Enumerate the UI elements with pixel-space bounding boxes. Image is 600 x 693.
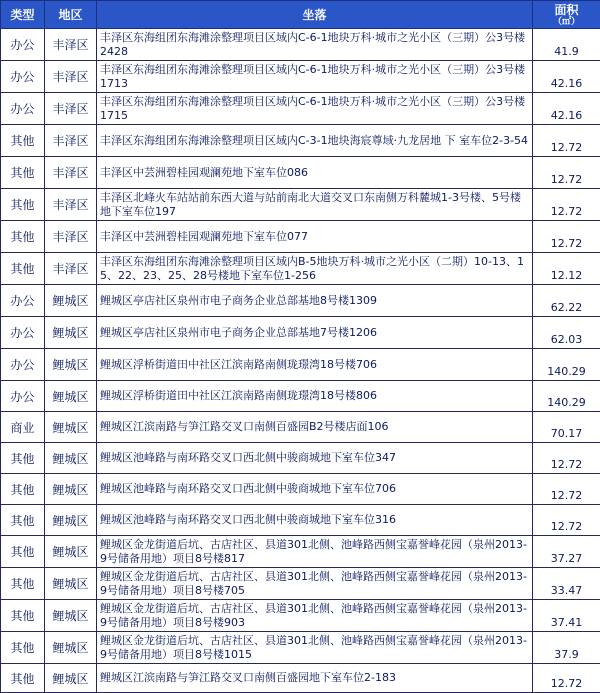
- header-type: 类型: [1, 1, 45, 29]
- cell-district: 丰泽区: [45, 157, 97, 189]
- cell-district: 鲤城区: [45, 381, 97, 412]
- table-row: [1, 285, 600, 317]
- cell-size: 12.12: [533, 253, 600, 285]
- cell-location: 丰泽区东海组团东海滩涂整理项目区域内C-6-1地块万科·城市之光小区（三期）公3号楼1713: [97, 61, 533, 93]
- cell-location: 丰泽区东海组团东海滩涂整理项目区域内C-6-1地块万科·城市之光小区（三期）公3号楼1715: [97, 93, 533, 125]
- cell-location: 鲤城区池峰路与南环路交叉口西北侧中骏商城地下室车位316: [97, 505, 533, 536]
- header-location: 坐落: [97, 1, 533, 29]
- table-row: [1, 474, 600, 505]
- cell-district: 鲤城区: [45, 568, 97, 600]
- cell-location: 鲤城区金龙街道后坑、古店社区、县道301北侧、池峰路西侧宝嘉誉峰花园（泉州2013-9号储备用地）项目8号楼1015: [97, 632, 533, 664]
- cell-size: 12.72: [533, 221, 600, 253]
- cell-type: 其他: [1, 536, 45, 568]
- cell-type: 办公: [1, 61, 45, 93]
- cell-type: 其他: [1, 600, 45, 632]
- table-row: [1, 568, 600, 600]
- cell-location: 鲤城区浮桥街道田中社区江滨南路南侧珑璟湾18号楼806: [97, 381, 533, 412]
- cell-size: 37.41: [533, 600, 600, 632]
- cell-district: 鲤城区: [45, 285, 97, 317]
- cell-district: 鲤城区: [45, 600, 97, 632]
- table-row: [1, 349, 600, 381]
- cell-location: 鲤城区金龙街道后坑、古店社区、县道301北侧、池峰路西侧宝嘉誉峰花园（泉州2013-9号储备用地）项目8号楼705: [97, 568, 533, 600]
- table-row: [1, 253, 600, 285]
- cell-location: 鲤城区江滨南路与笋江路交叉口南侧百盛园B2号楼店面106: [97, 412, 533, 443]
- cell-size: 37.27: [533, 536, 600, 568]
- cell-district: 鲤城区: [45, 505, 97, 536]
- cell-district: 丰泽区: [45, 29, 97, 61]
- cell-type: 办公: [1, 317, 45, 349]
- table-row: [1, 632, 600, 664]
- cell-type: 办公: [1, 29, 45, 61]
- cell-size: 12.72: [533, 664, 600, 693]
- cell-size: 33.47: [533, 568, 600, 600]
- cell-size: 12.72: [533, 474, 600, 505]
- cell-type: 其他: [1, 664, 45, 693]
- cell-district: 鲤城区: [45, 664, 97, 693]
- cell-location: 丰泽区东海组团东海滩涂整理项目区域内C-6-1地块万科·城市之光小区（三期）公3号楼2428: [97, 29, 533, 61]
- cell-type: 其他: [1, 253, 45, 285]
- cell-type: 其他: [1, 632, 45, 664]
- table-body: [1, 29, 600, 693]
- cell-size: 70.17: [533, 412, 600, 443]
- cell-size: 37.9: [533, 632, 600, 664]
- cell-type: 其他: [1, 505, 45, 536]
- cell-location: 丰泽区东海组团东海滩涂整理项目区域内C-3-1地块海宸尊域·九龙居地 下 室车位2-3-54: [97, 125, 533, 157]
- cell-district: 鲤城区: [45, 536, 97, 568]
- cell-type: 商业: [1, 412, 45, 443]
- cell-location: 鲤城区亭店社区泉州市电子商务企业总部基地7号楼1206: [97, 317, 533, 349]
- cell-size: 42.16: [533, 93, 600, 125]
- table-row: [1, 412, 600, 443]
- cell-location: 鲤城区金龙街道后坑、古店社区、县道301北侧、池峰路西侧宝嘉誉峰花园（泉州2013-9号储备用地）项目8号楼817: [97, 536, 533, 568]
- cell-size: 12.72: [533, 443, 600, 474]
- table-row: [1, 29, 600, 61]
- table-row: [1, 443, 600, 474]
- cell-type: 其他: [1, 189, 45, 221]
- cell-location: 丰泽区东海组团东海滩涂整理项目区域内B-5地块万科·城市之光小区（二期）10-13、15、22、23、25、28号楼地下室车位1-256: [97, 253, 533, 285]
- cell-district: 鲤城区: [45, 412, 97, 443]
- cell-district: 丰泽区: [45, 221, 97, 253]
- table-header: [1, 1, 600, 29]
- cell-type: 其他: [1, 157, 45, 189]
- cell-size: 41.9: [533, 29, 600, 61]
- cell-district: 鲤城区: [45, 317, 97, 349]
- cell-type: 办公: [1, 349, 45, 381]
- table-row: [1, 317, 600, 349]
- cell-type: 其他: [1, 221, 45, 253]
- table-row: [1, 125, 600, 157]
- header-size-unit: （㎡）: [535, 17, 598, 27]
- cell-district: 鲤城区: [45, 349, 97, 381]
- table-row: [1, 61, 600, 93]
- cell-location: 鲤城区金龙街道后坑、古店社区、县道301北侧、池峰路西侧宝嘉誉峰花园（泉州2013-9号储备用地）项目8号楼903: [97, 600, 533, 632]
- header-size: [533, 1, 600, 29]
- cell-size: 12.72: [533, 157, 600, 189]
- cell-type: 办公: [1, 381, 45, 412]
- cell-district: 丰泽区: [45, 125, 97, 157]
- cell-district: 丰泽区: [45, 61, 97, 93]
- cell-type: 其他: [1, 474, 45, 505]
- table-row: [1, 93, 600, 125]
- table-row: [1, 189, 600, 221]
- table-row: [1, 221, 600, 253]
- cell-location: 丰泽区北峰火车站站前东西大道与站前南北大道交叉口东南侧万科麓城1-3号楼、5号楼地下室车位197: [97, 189, 533, 221]
- table-row: [1, 536, 600, 568]
- header-size-label: 面积: [535, 3, 598, 17]
- cell-size: 12.72: [533, 505, 600, 536]
- cell-size: 12.72: [533, 125, 600, 157]
- cell-type: 办公: [1, 93, 45, 125]
- header-district: 地区: [45, 1, 97, 29]
- table-row: [1, 664, 600, 693]
- table-row: [1, 600, 600, 632]
- cell-type: 办公: [1, 285, 45, 317]
- cell-location: 丰泽区中芸洲碧桂园观澜苑地下室车位086: [97, 157, 533, 189]
- cell-district: 丰泽区: [45, 253, 97, 285]
- cell-district: 丰泽区: [45, 93, 97, 125]
- cell-size: 42.16: [533, 61, 600, 93]
- cell-type: 其他: [1, 443, 45, 474]
- cell-location: 鲤城区浮桥街道田中社区江滨南路南侧珑璟湾18号楼706: [97, 349, 533, 381]
- cell-location: 鲤城区池峰路与南环路交叉口西北侧中骏商城地下室车位706: [97, 474, 533, 505]
- cell-type: 其他: [1, 125, 45, 157]
- cell-location: 鲤城区江滨南路与笋江路交叉口南侧百盛园地下室车位2-183: [97, 664, 533, 693]
- cell-district: 鲤城区: [45, 474, 97, 505]
- cell-size: 140.29: [533, 349, 600, 381]
- table-row: [1, 381, 600, 412]
- cell-district: 鲤城区: [45, 443, 97, 474]
- cell-type: 其他: [1, 568, 45, 600]
- cell-location: 鲤城区池峰路与南环路交叉口西北侧中骏商城地下室车位347: [97, 443, 533, 474]
- cell-location: 鲤城区亭店社区泉州市电子商务企业总部基地8号楼1309: [97, 285, 533, 317]
- table-row: [1, 157, 600, 189]
- cell-district: 鲤城区: [45, 632, 97, 664]
- cell-size: 140.29: [533, 381, 600, 412]
- cell-size: 62.22: [533, 285, 600, 317]
- cell-size: 12.72: [533, 189, 600, 221]
- cell-size: 62.03: [533, 317, 600, 349]
- table-row: [1, 505, 600, 536]
- header-row: [1, 1, 600, 29]
- cell-district: 丰泽区: [45, 189, 97, 221]
- cell-location: 丰泽区中芸洲碧桂园观澜苑地下室车位077: [97, 221, 533, 253]
